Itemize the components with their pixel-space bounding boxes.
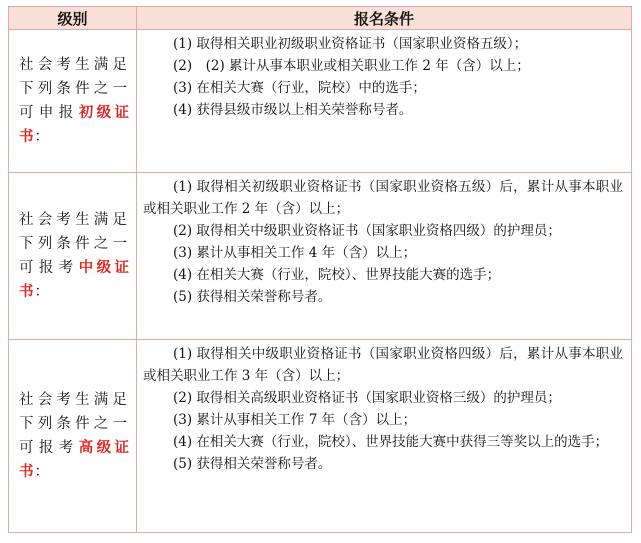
condition-item: (4) 在相关大赛（行业，院校）、世界技能大赛的选手；	[173, 267, 501, 283]
condition-item: (2) (2) 累计从事本职业或相关职业工作 2 年（含）以上；	[173, 58, 530, 74]
condition-item: (5) 获得相关荣誉称号者。	[173, 289, 332, 305]
conditions-cell	[137, 173, 632, 340]
condition-item: (2) 取得相关中级职业资格证书（国家职业资格四级）的护理员；	[173, 223, 561, 239]
condition-item: (4) 在相关大赛（行业，院校）、世界技能大赛中获得三等奖以上的选手；	[173, 434, 609, 450]
level-suffix: ：	[34, 284, 52, 300]
level-prefix: 社会考生满足下列条件之一可申报	[19, 57, 130, 121]
level-suffix: ：	[34, 129, 52, 145]
level-cell	[9, 173, 137, 340]
header-conditions: 报名条件	[137, 7, 632, 30]
condition-item: (3) 累计从事相关工作 4 年（含）以上；	[173, 245, 417, 261]
level-highlight: 中级证书	[19, 259, 131, 300]
table-row-senior	[9, 340, 632, 533]
level-cell	[9, 30, 137, 173]
conditions-cell	[137, 30, 632, 173]
level-prefix: 社会考生满足下列条件之一可报考	[19, 212, 130, 276]
condition-item: (1) 取得相关初级职业资格证书（国家职业资格五级）后，累计从事本职业或相关职业工作 2 年（含）以上；	[143, 179, 623, 217]
level-prefix: 社会考生满足下列条件之一可报考	[19, 392, 130, 456]
level-highlight: 初级证书	[19, 104, 131, 145]
condition-item: (3) 累计从事相关工作 7 年（含）以上；	[173, 412, 417, 428]
condition-item: (1) 取得相关中级职业资格证书（国家职业资格四级）后，累计从事本职业或相关职业工作 3 年（含）以上；	[143, 346, 623, 384]
table-row-intermediate	[9, 173, 632, 340]
level-cell	[9, 340, 137, 533]
condition-item: (1) 取得相关职业初级职业资格证书（国家职业资格五级）；	[173, 36, 528, 52]
header-row	[9, 7, 632, 30]
header-level: 级别	[9, 7, 137, 30]
table-row-junior	[9, 30, 632, 173]
condition-item: (3) 在相关大赛（行业，院校）中的选手；	[173, 80, 426, 96]
level-suffix: ：	[34, 464, 52, 480]
condition-item: (2) 取得相关高级职业资格证书（国家职业资格三级）的护理员；	[173, 390, 561, 406]
conditions-cell	[137, 340, 632, 533]
condition-item: (4) 获得县级市级以上相关荣誉称号者。	[173, 102, 413, 118]
requirements-table	[8, 6, 632, 533]
condition-item: (5) 获得相关荣誉称号者。	[173, 456, 332, 472]
level-highlight: 高级证书	[19, 439, 131, 480]
